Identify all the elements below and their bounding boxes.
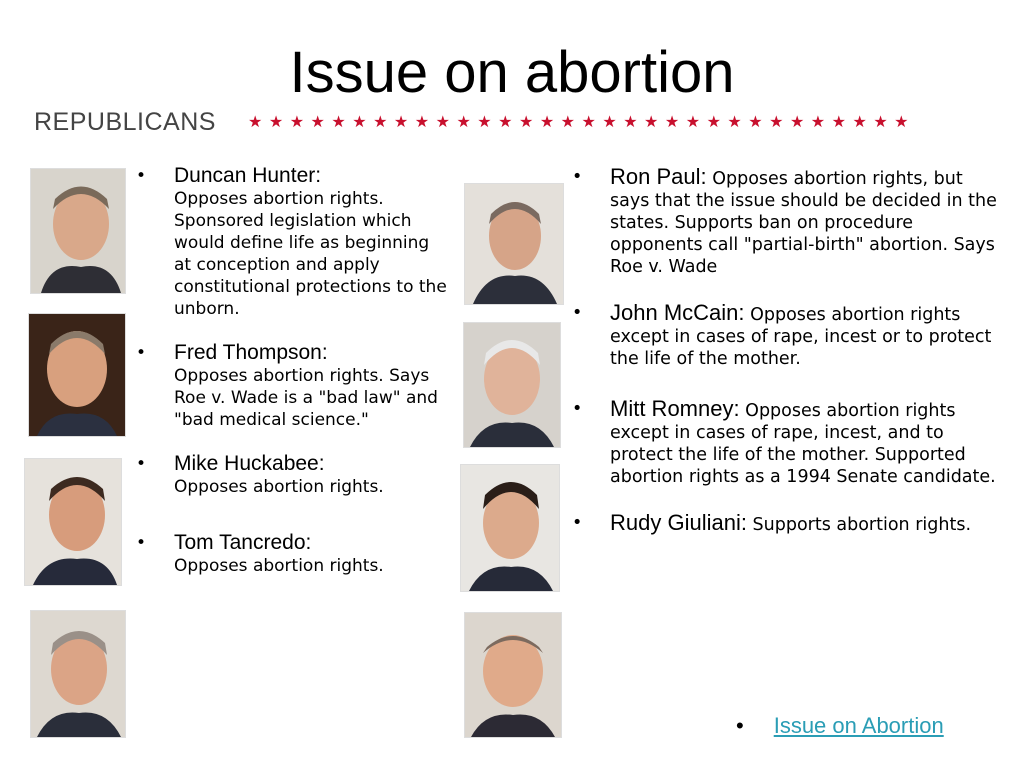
candidate-name: Rudy Giuliani: <box>610 510 747 535</box>
portrait-ron-paul <box>464 183 564 305</box>
bullet-icon: • <box>572 167 583 187</box>
candidate-position: Opposes abortion rights. <box>174 556 384 576</box>
list-item <box>572 512 1002 536</box>
bullet-icon: • <box>136 454 147 474</box>
portrait-icon <box>465 613 561 737</box>
bullet-icon: • <box>136 533 147 553</box>
portrait-icon <box>31 611 125 737</box>
list-item <box>136 165 448 320</box>
bullet-icon: • <box>572 303 583 323</box>
candidate-name: Duncan Hunter: <box>174 164 322 187</box>
portrait-tom-tancredo <box>30 610 126 738</box>
issue-on-abortion-link[interactable]: Issue on Abortion <box>773 713 944 738</box>
list-item <box>136 453 448 498</box>
bullet-icon: • <box>136 166 147 186</box>
candidate-position: Opposes abortion rights. Says Roe v. Wade is a "bad law" and "bad medical science." <box>174 366 438 430</box>
portrait-icon <box>29 314 125 436</box>
portrait-john-mccain <box>463 322 561 448</box>
candidate-name: Fred Thompson: <box>174 341 328 364</box>
list-item <box>572 302 1002 370</box>
portrait-mike-huckabee <box>24 458 122 586</box>
candidate-name: Mitt Romney: <box>610 396 740 421</box>
bullet-icon: • <box>572 513 583 533</box>
portrait-icon <box>464 323 560 447</box>
left-candidate-list <box>136 165 448 577</box>
list-item <box>136 532 448 577</box>
bullet-icon: • <box>736 713 744 738</box>
right-candidate-list <box>572 166 1002 536</box>
candidate-position: Supports abortion rights. <box>752 515 972 535</box>
republicans-banner <box>34 106 994 138</box>
bullet-icon: • <box>136 343 147 363</box>
candidate-name: Tom Tancredo: <box>174 531 312 554</box>
portrait-duncan-hunter <box>30 168 126 294</box>
portrait-fred-thompson <box>28 313 126 437</box>
candidate-name: Mike Huckabee: <box>174 452 325 475</box>
portrait-icon <box>25 459 121 585</box>
candidate-position: Opposes abortion rights except in cases of rape, incest, and to protect the life of the mother. Supported abortion rights as a 1994 Senate candidate. <box>610 401 996 487</box>
footer-link-item <box>736 712 944 740</box>
bullet-icon: • <box>572 399 583 419</box>
stars-icon: ★★★★★★★★★★★★★★★★★★★★★★★★★★★★★★★★ <box>248 112 915 131</box>
portrait-icon <box>31 169 125 293</box>
portrait-rudy-giuliani <box>464 612 562 738</box>
slide-title: Issue on abortion <box>289 40 735 105</box>
candidate-name: Ron Paul: <box>610 164 707 189</box>
candidate-position: Opposes abortion rights. <box>174 477 384 497</box>
list-item <box>572 166 1002 278</box>
portrait-icon <box>465 184 563 304</box>
portrait-icon <box>461 465 559 591</box>
candidate-name: John McCain: <box>610 300 745 325</box>
list-item <box>136 342 448 431</box>
portrait-mitt-romney <box>460 464 560 592</box>
candidate-position: Opposes abortion rights. Sponsored legislation which would define life as beginning at conception and apply constitutional protections to the unborn. <box>174 189 447 319</box>
candidate-position: Opposes abortion rights, but says that the issue should be decided in the states. Supports ban on procedure opponents call "partial-birth" abortion. Says Roe v. Wade <box>610 169 997 277</box>
banner-label: REPUBLICANS <box>34 108 216 136</box>
list-item <box>572 398 1002 488</box>
candidate-position: Opposes abortion rights except in cases of rape, incest or to protect the life of the mother. <box>610 305 992 369</box>
